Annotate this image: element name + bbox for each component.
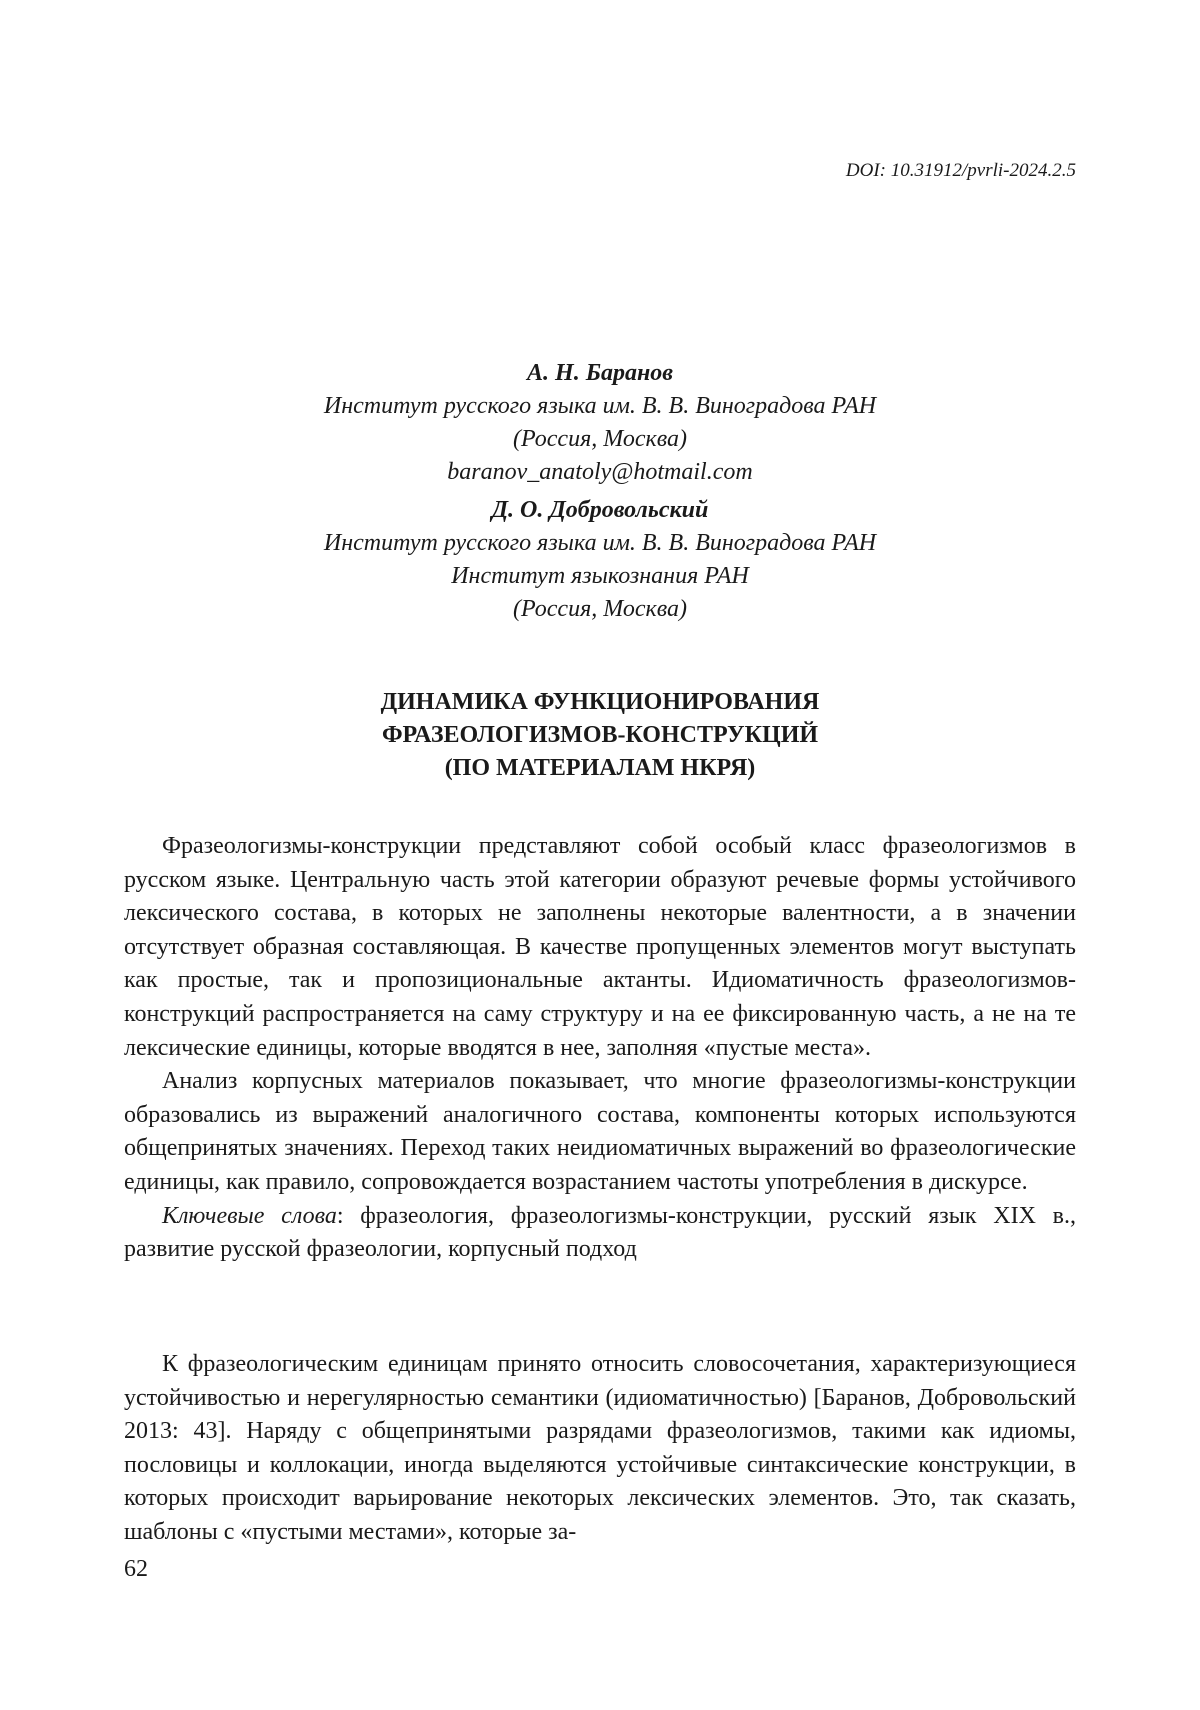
author-2 [124, 494, 1076, 626]
abstract-paragraph-1: Фразеологизмы-конструкции представляют собой особый класс фразеологизмов в русском языке. Центральную часть этой категории образуют речевые формы устойчивого лексического состава, в которых не заполнены некоторые валентности, а в значении отсутствует образная составляющая. В качестве пропущенных элементов могут выступать как простые, так и пропозициональные актанты. Идиоматичность фразеологизмов-конструкций распространяется на саму структуру и на ее фиксированную часть, а не на те лексические единицы, которые вводятся в нее, заполняя «пустые места». [124, 833, 1076, 1061]
keywords [124, 1200, 1076, 1267]
author-2-location: (Россия, Москва) [512, 596, 688, 622]
body-paragraph-1: К фразеологическим единицам принято относить словосочетания, характеризующиеся устойчивостью и нерегулярностью семантики (идиоматичностью) [Баранов, Добровольский 2013: 43]. Наряду с общепринятыми разрядами фразеологизмов, такими как идиомы, пословицы и коллокации, иногда выделяются устойчивые синтаксические конструкции, в которых происходит варьирование некоторых лексических элементов. Это, так сказать, шаблоны с «пустыми местами», которые за- [124, 1351, 1076, 1545]
author-1-name: А. Н. Баранов [527, 360, 673, 386]
authors-block [124, 357, 1076, 626]
author-2-affiliation-2: Институт языкознания РАН [451, 563, 749, 589]
author-1-location: (Россия, Москва) [512, 426, 688, 452]
author-2-affiliation: Институт русского языка им. В. В. Виноградова РАН [323, 530, 877, 556]
author-2-name: Д. О. Добровольский [491, 497, 709, 523]
page-number: 62 [124, 1556, 148, 1582]
title-line-2: ФРАЗЕОЛОГИЗМОВ-КОНСТРУКЦИЙ [381, 722, 819, 748]
title-line-1: ДИНАМИКА ФУНКЦИОНИРОВАНИЯ [380, 689, 820, 715]
keywords-text: : фразеология, фразеологизмы-конструкции, русский язык XIX в., развитие русской фразеологии, корпусный подход [124, 1202, 1076, 1263]
doi: DOI: 10.31912/pvrli-2024.2.5 [845, 160, 1076, 181]
title-line-3: (ПО МАТЕРИАЛАМ НКРЯ) [444, 755, 756, 781]
body-text [124, 1348, 1076, 1550]
author-1 [124, 357, 1076, 489]
keywords-label: Ключевые слова [162, 1202, 337, 1229]
abstract-paragraph-2: Анализ корпусных материалов показывает, что многие фразеологизмы-конструкции образовались из выражений аналогичного состава, компоненты которых используются общепринятых значениях. Переход таких неидиоматичных выражений во фразеологические единицы, как правило, сопровождается возрастанием частоты употребления в дискурсе. [124, 1068, 1076, 1195]
article-title [124, 686, 1076, 785]
abstract [124, 830, 1076, 1267]
author-1-affiliation: Институт русского языка им. В. В. Виноградова РАН [323, 393, 877, 419]
author-1-email: baranov_anatoly@hotmail.com [447, 459, 753, 485]
